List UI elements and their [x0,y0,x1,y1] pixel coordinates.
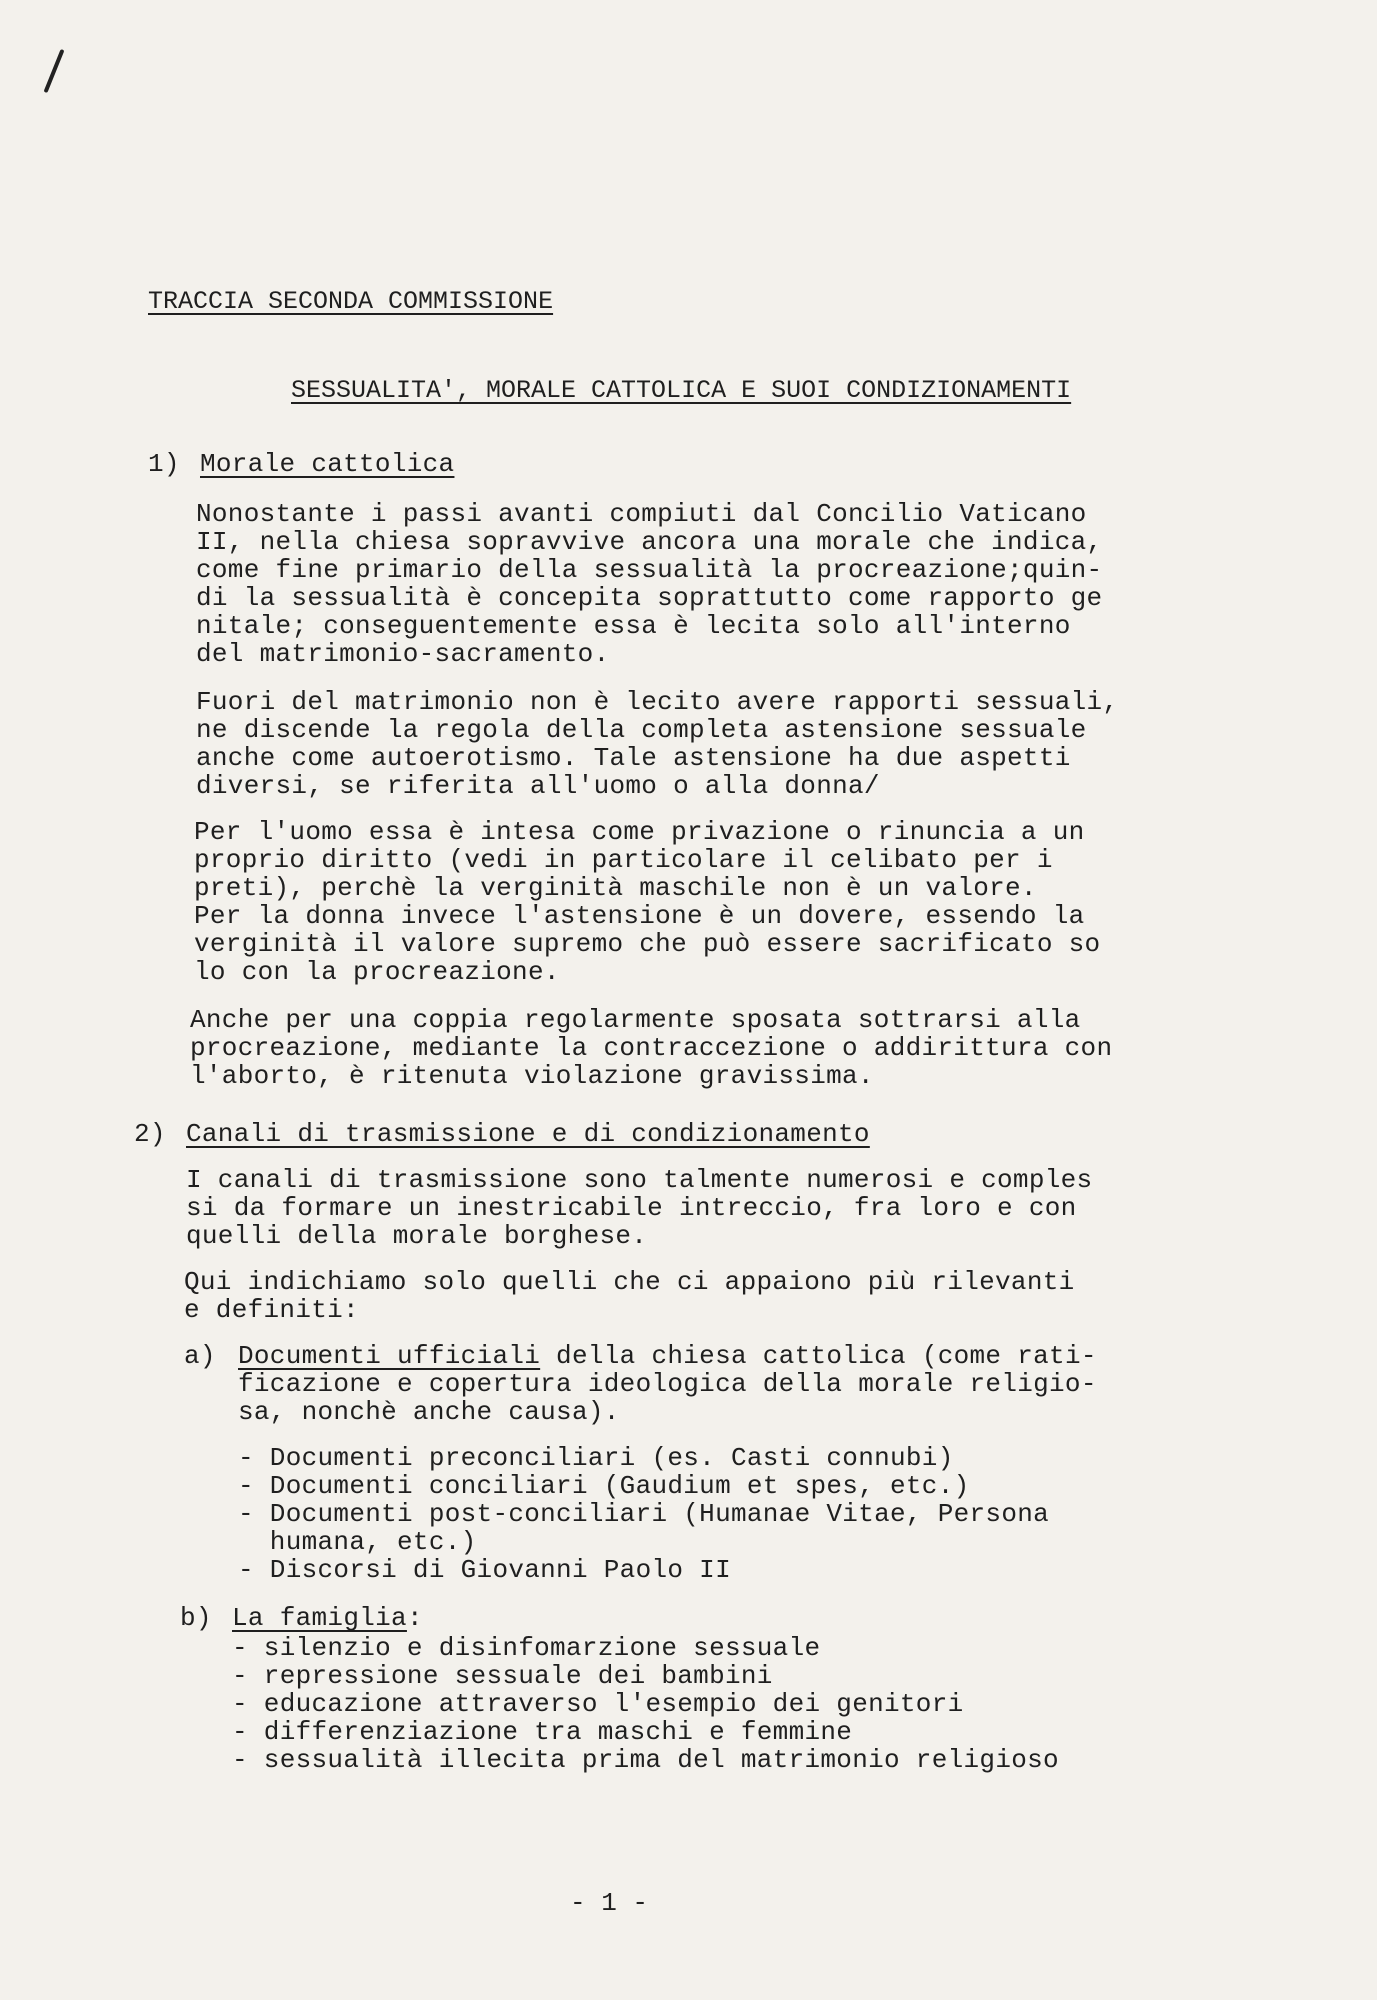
text-line: sa, nonchè anche causa). [238,1397,620,1427]
text-line: proprio diritto (vedi in particolare il celibato per i [194,845,1053,875]
text-line: della chiesa cattolica (come rati- [540,1341,1097,1371]
text-line: procreazione, mediante la contraccezione o addirittura con [190,1033,1113,1063]
text-line: Fuori del matrimonio non è lecito avere rapporti sessuali, [196,687,1119,717]
text-line: si da formare un inestricabile intreccio, fra loro e con [186,1193,1077,1223]
document-subtitle: SESSUALITA', MORALE CATTOLICA E SUOI CONDIZIONAMENTI [291,376,1072,405]
text-line: del matrimonio-sacramento. [196,639,610,669]
list-item: - Documenti conciliari (Gaudium et spes, etc.) [238,1471,970,1501]
text-line: l'aborto, è ritenuta violazione gravissima. [190,1061,874,1091]
text-line: ne discende la regola della completa astensione sessuale [196,715,1087,745]
section-heading: Morale cattolica [200,449,455,479]
list-label: a) [184,1341,216,1371]
pen-mark [44,49,65,93]
text-line: anche come autoerotismo. Tale astensione ha due aspetti [196,743,1071,773]
text-line: Nonostante i passi avanti compiuti dal Concilio Vaticano [196,499,1087,529]
text-line: I canali di trasmissione sono talmente numerosi e comples [186,1165,1093,1195]
section-number: 1) [148,449,180,479]
text-line: Anche per una coppia regolarmente sposata sottrarsi alla [190,1005,1081,1035]
list-item: - sessualità illecita prima del matrimonio religioso [232,1745,1059,1775]
text-line: Qui indichiamo solo quelli che ci appaiono più rilevanti [184,1267,1075,1297]
list-item: - differenziazione tra maschi e femmine [232,1717,853,1747]
text-line: preti), perchè la verginità maschile non è un valore. [194,873,1037,903]
text-line: verginità il valore supremo che può essere sacrificato so [194,929,1101,959]
text-line: Per la donna invece l'astensione è un dovere, essendo la [194,901,1085,931]
list-item: - Documenti preconciliari (es. Casti connubi) [238,1443,954,1473]
subsection-heading: La famiglia [232,1603,407,1633]
list-item: - repressione sessuale dei bambini [232,1661,773,1691]
text-line: lo con la procreazione. [194,957,560,987]
text-line: II, nella chiesa sopravvive ancora una morale che indica, [196,527,1103,557]
text-line: Per l'uomo essa è intesa come privazione o rinuncia a un [194,817,1085,847]
text-line: e definiti: [184,1295,359,1325]
list-item: - Documenti post-conciliari (Humanae Vitae, Persona [238,1499,1050,1529]
subsection-line [232,1604,423,1632]
document-title: TRACCIA SECONDA COMMISSIONE [148,287,554,316]
list-label: b) [180,1603,212,1633]
section-number: 2) [134,1119,166,1149]
list-item: - silenzio e disinfomarzione sessuale [232,1633,821,1663]
section-heading: Canali di trasmissione e di condizionamento [186,1119,870,1149]
text-line: di la sessualità è concepita soprattutto come rapporto ge [196,583,1103,613]
heading-colon: : [406,1603,423,1633]
list-item: - Discorsi di Giovanni Paolo II [238,1555,731,1585]
text-line: diversi, se riferita all'uomo o alla donna/ [196,771,880,801]
subsection-heading: Documenti ufficiali [238,1341,541,1371]
text-line: come fine primario della sessualità la procreazione;quin- [196,555,1103,585]
subsection-line [238,1342,1097,1370]
text-line: quelli della morale borghese. [186,1221,648,1251]
text-line: ficazione e copertura ideologica della morale religio- [238,1369,1097,1399]
list-item: - educazione attraverso l'esempio dei genitori [232,1689,964,1719]
page-number: - 1 - [570,1888,649,1918]
text-line: nitale; conseguentemente essa è lecita solo all'interno [196,611,1071,641]
list-item: humana, etc.) [238,1527,477,1557]
